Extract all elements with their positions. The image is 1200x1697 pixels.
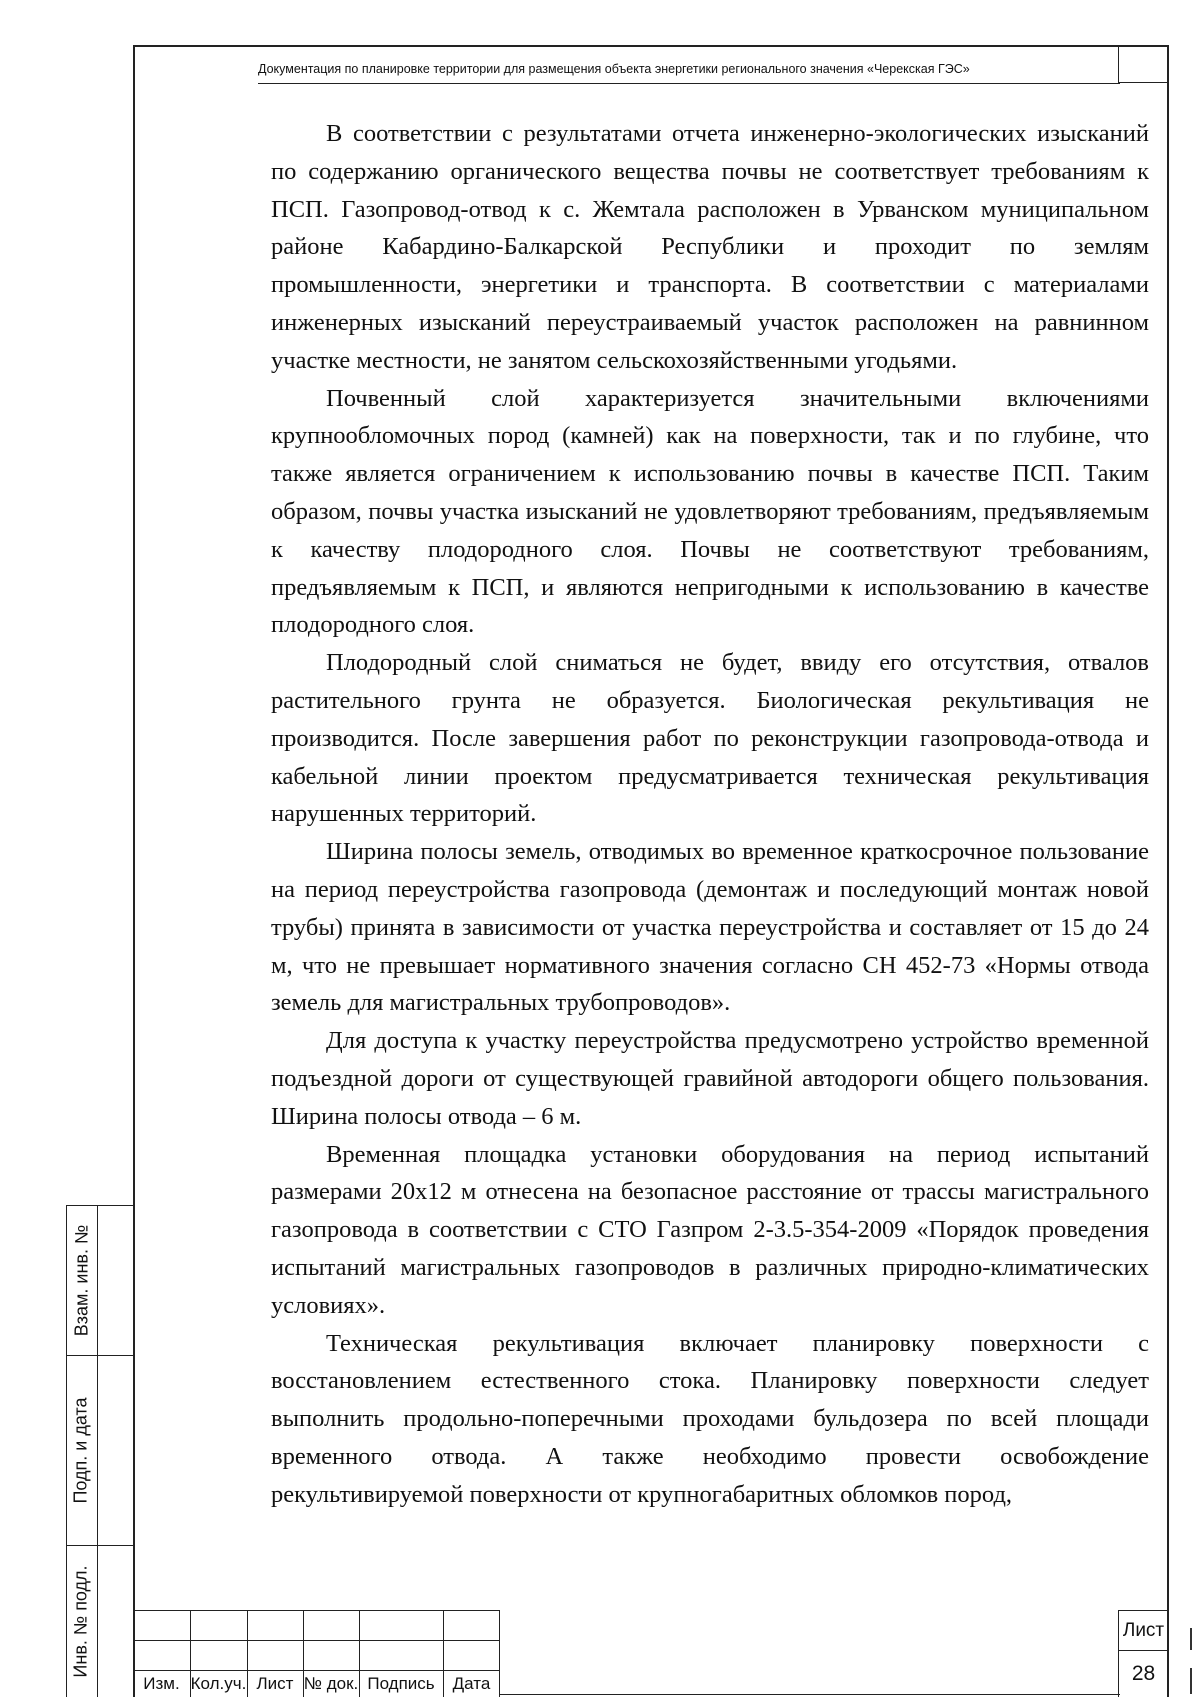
scan-edge-mark [1190,1668,1192,1694]
stamp-col-izm: Изм. [143,1673,180,1693]
stamp-col-podpis: Подпись [367,1673,435,1693]
paragraph: Техническая рекультивация включает планировку поверхности с восстановлением естественного стока. Планировку поверхности следует выполнить продольно-поперечными проходами бульдозера по всей площади временного отвода. А также необходимо провести освобождение рекультивируемой поверхности от крупногабаритных обломков пород, [271,1329,1149,1508]
document-body [271,115,1149,1513]
side-stamp-divider [97,1205,98,1697]
paragraph: Для доступа к участку переустройства предусмотрено устройство временной подъездной дороги от существующей гравийной автодороги общего пользования. Ширина полосы отвода – 6 м. [271,1027,1149,1130]
stamp-col-data: Дата [452,1673,491,1693]
stamp-col-list: Лист [256,1673,294,1693]
paragraph: Временная площадка установки оборудования на период испытаний размерами 20х12 м отнесена на безопасное расстояние от трассы магистрального газопровода в соответствии с СТО Газпром 2-3.5-354-2009 «Порядок проведения испытаний магистральных газопроводов в различных природно-климатических условиях». [271,1140,1149,1319]
paragraph: В соответствии с результатами отчета инженерно-экологических изысканий по содержанию органического вещества почвы не соответствует требованиям к ПСП. Газопровод-отвод к с. Жемтала расположен в Урванском муниципальном районе Кабардино-Балкарской Республики и проходит по землям промышленности, энергетики и транспорта. В соответствии с материалами инженерных изысканий переустраиваемый участок расположен на равнинном участке местности, не занятом сельскохозяйственными угодьями. [271,120,1149,374]
paragraph: Ширина полосы земель, отводимых во временное краткосрочное пользование на период переустройства газопровода (демонтаж и последующий монтаж новой трубы) принята в зависимости от участка переустройства и составляет от 15 до 24 м, что не превышает нормативного значения согласно СН 452-73 «Нормы отвода земель для магистральных трубопроводов». [271,838,1149,1017]
scan-edge-mark [1190,1628,1192,1650]
paragraph: Плодородный слой сниматься не будет, ввиду его отсутствия, отвалов растительного грунта не образуется. Биологическая рекультивация не производится. После завершения работ по реконструкции газопровода-отвода и кабельной линии проектом предусматривается техническая рекультивация нарушенных территорий. [271,649,1149,828]
side-label-vzam-text: Взам. инв. № [71,1224,92,1336]
header-underline [258,83,1120,84]
header-corner-box [1118,45,1169,83]
stamp-col-ndok: № док. [303,1673,359,1693]
side-label-inv [66,1545,97,1697]
side-label-podp [66,1355,97,1545]
bottom-rule [500,1694,1120,1695]
stamp-col-koluch: Кол.уч. [190,1673,247,1693]
side-label-inv-text: Инв. № подл. [71,1564,91,1678]
side-label-vzam [66,1205,97,1355]
sheet-label: Лист [1122,1620,1165,1641]
document-header: Документация по планировке территории для размещения объекта энергетики регионального значения «Черекская ГЭС» [258,62,970,76]
sheet-number: 28 [1131,1662,1156,1685]
sheet-box-divider [1118,1650,1169,1651]
paragraph: Почвенный слой характеризуется значительными включениями крупнообломочных пород (камней) как на поверхности, так и по глубине, что также является ограничением к использованию почвы в качестве ПСП. Таким образом, почвы участка изысканий не удовлетворяют требованиям, предъявляемым к качеству плодородного слоя. Почвы не соответствуют требованиям, предъявляемым к ПСП, и являются непригодными к использованию в качестве плодородного слоя. [271,384,1149,639]
side-label-podp-text: Подп. и дата [71,1396,91,1504]
title-block-rule [133,1640,500,1641]
